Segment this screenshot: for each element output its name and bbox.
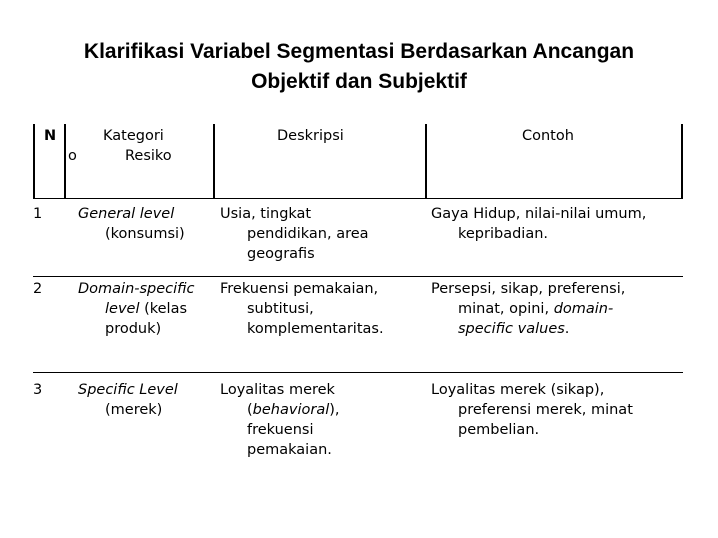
row-1-contoh (431, 204, 646, 244)
row-1-contoh-line-2: kepribadian. (458, 226, 549, 242)
row-1-no-value: 1 (33, 206, 43, 222)
row-1-kategori-line-1: General level (78, 206, 175, 222)
title-line-1: Klarifikasi Variabel Segmentasi Berdasarkan Ancangan (83, 40, 635, 63)
row-2-contoh-line-3b: . (564, 321, 570, 337)
header-kategori-wrap (125, 146, 172, 166)
row-3-kategori-line-2: (merek) (105, 402, 163, 418)
row-3-contoh-line-3: pembelian. (458, 422, 540, 438)
row-1-deskripsi (220, 204, 369, 264)
row-2-deskripsi (220, 279, 384, 339)
row-3-deskripsi-line-2c: ), (329, 402, 340, 418)
row-1-deskripsi-line-3: geografis (247, 246, 315, 262)
header-deskripsi (277, 126, 344, 146)
header-kategori (103, 126, 164, 146)
row-2-contoh-line-1: Persepsi, sikap, preferensi, (431, 281, 626, 297)
row-2-kategori-line-1: Domain-specific (78, 281, 195, 297)
row-2-kategori-line-2a: level (105, 301, 140, 317)
row-3-no-value: 3 (33, 382, 43, 398)
row-2-deskripsi-line-3: komplementaritas. (247, 321, 384, 337)
page-title (0, 37, 718, 97)
row-2-kategori-line-3: produk) (105, 321, 162, 337)
row-2-contoh-line-2a: minat, opini, (458, 301, 554, 317)
row-2-deskripsi-line-2: subtitusi, (247, 301, 314, 317)
row-1-deskripsi-line-1: Usia, tingkat (220, 206, 312, 222)
row-3-deskripsi-line-1: Loyalitas merek (220, 382, 335, 398)
row-3-deskripsi-line-2b: behavioral (252, 402, 330, 418)
row-divider-1 (33, 276, 683, 277)
header-divider (33, 198, 683, 199)
row-3-contoh-line-1: Loyalitas merek (sikap), (431, 382, 605, 398)
row-3-kategori (78, 380, 178, 420)
title-line-2: Objektif dan Subjektif (251, 70, 467, 93)
header-deskripsi-label: Deskripsi (277, 128, 344, 144)
row-3-contoh-line-2: preferensi merek, minat (458, 402, 633, 418)
header-col-divider-2 (213, 124, 215, 198)
header-no (44, 126, 56, 146)
header-no-wrap (68, 146, 77, 166)
header-no-line-2: o (68, 148, 77, 164)
row-3-contoh (431, 380, 633, 440)
segmentation-table (33, 124, 683, 490)
row-3-deskripsi (220, 380, 340, 460)
row-2-kategori (78, 279, 195, 339)
row-1-kategori-line-2: (konsumsi) (105, 226, 185, 242)
row-1-deskripsi-line-2: pendidikan, area (247, 226, 369, 242)
header-contoh-label: Contoh (522, 128, 574, 144)
row-1-no (33, 204, 42, 224)
header-right-border (681, 124, 683, 198)
row-3-no (33, 380, 42, 400)
header-contoh (522, 126, 574, 146)
row-3-deskripsi-line-4: pemakaian. (247, 442, 332, 458)
row-3-deskripsi-line-3: frekuensi (247, 422, 314, 438)
row-1-contoh-line-1: Gaya Hidup, nilai-nilai umum, (431, 206, 647, 222)
row-2-deskripsi-line-1: Frekuensi pemakaian, (220, 281, 379, 297)
row-2-contoh-line-2b: domain- (553, 301, 614, 317)
header-no-line-1: N (44, 128, 57, 144)
row-2-contoh (431, 279, 625, 339)
row-2-contoh-line-3a: specific values (458, 321, 565, 337)
header-col-divider-3 (425, 124, 427, 198)
header-col-divider-1 (64, 124, 66, 198)
header-kategori-line-2: Resiko (125, 148, 172, 164)
row-2-no-value: 2 (33, 281, 43, 297)
row-divider-2 (33, 372, 683, 373)
row-2-no (33, 279, 42, 299)
header-left-border (33, 124, 35, 198)
row-1-kategori (78, 204, 185, 244)
row-3-deskripsi-line-2a: ( (247, 402, 253, 418)
header-kategori-line-1: Kategori (103, 128, 164, 144)
row-2-kategori-line-2b: (kelas (139, 301, 188, 317)
row-3-kategori-line-1: Specific Level (78, 382, 178, 398)
